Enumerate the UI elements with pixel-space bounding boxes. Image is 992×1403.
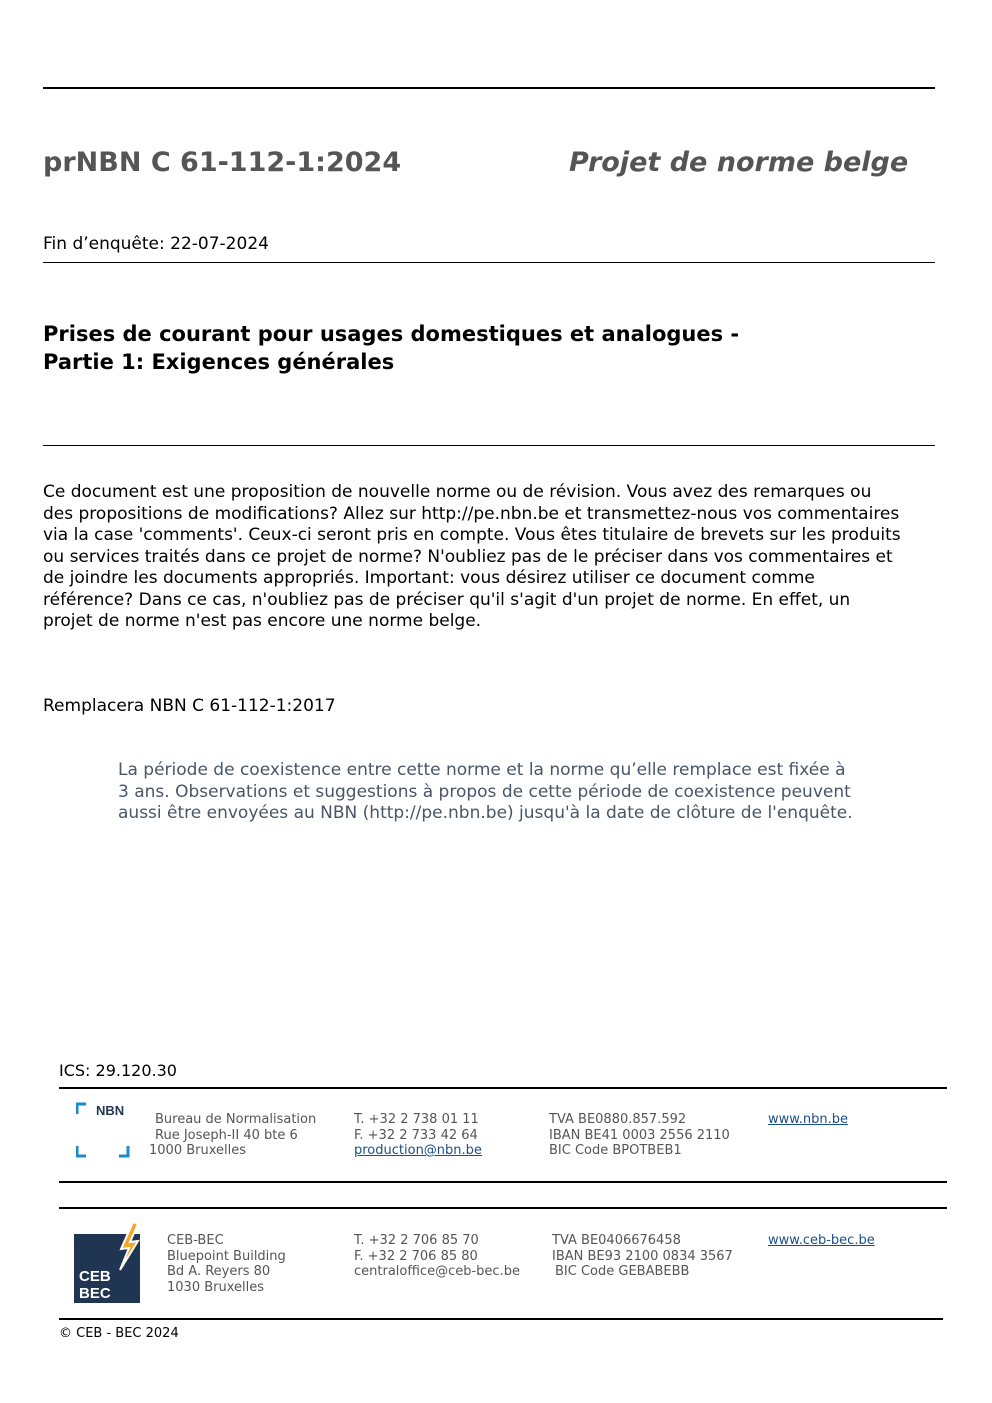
ceb-email: centraloffice@ceb-bec.be bbox=[354, 1264, 520, 1279]
nbn-address-line: Bureau de Normalisation bbox=[155, 1112, 317, 1127]
nbn-iban: IBAN BE41 0003 2556 2110 bbox=[549, 1127, 730, 1143]
ceb-address bbox=[167, 1233, 286, 1295]
ceb-website-wrap bbox=[768, 1233, 875, 1249]
ceb-website-link[interactable]: www.ceb-bec.be bbox=[768, 1233, 875, 1248]
nbn-bottom-rule bbox=[59, 1181, 947, 1183]
nbn-website-link[interactable]: www.nbn.be bbox=[768, 1112, 848, 1127]
ceb-address-line: 1030 Bruxelles bbox=[167, 1279, 265, 1295]
title-line-2: Partie 1: Exigences générales bbox=[43, 350, 395, 374]
nbn-bic: BIC Code BPOTBEB1 bbox=[549, 1143, 682, 1158]
enquiry-rule bbox=[43, 262, 935, 263]
enquiry-end-date: Fin d’enquête: 22-07-2024 bbox=[43, 234, 269, 254]
ceb-address-line: CEB-BEC bbox=[167, 1233, 224, 1248]
ceb-iban: IBAN BE93 2100 0834 3567 bbox=[552, 1248, 733, 1264]
nbn-phone: T. +32 2 738 01 11 bbox=[354, 1112, 479, 1127]
ceb-tva: TVA BE0406676458 bbox=[552, 1233, 681, 1248]
bec-logo-text: BEC bbox=[79, 1285, 111, 1302]
nbn-logo-text: NBN bbox=[96, 1103, 125, 1118]
title-rule bbox=[43, 445, 935, 446]
ceb-contact bbox=[354, 1233, 520, 1280]
ceb-phone: T. +32 2 706 85 70 bbox=[354, 1233, 479, 1248]
nbn-tva: TVA BE0880.857.592 bbox=[549, 1112, 687, 1127]
nbn-address bbox=[149, 1112, 317, 1159]
ceb-fax: F. +32 2 706 85 80 bbox=[354, 1248, 478, 1264]
ceb-top-rule bbox=[59, 1207, 947, 1209]
nbn-logo bbox=[76, 1102, 132, 1160]
nbn-top-rule bbox=[59, 1087, 947, 1089]
ceb-address-line: Bd A. Reyers 80 bbox=[167, 1264, 271, 1279]
nbn-website-wrap bbox=[768, 1112, 848, 1128]
nbn-address-line: 1000 Bruxelles bbox=[149, 1143, 247, 1158]
document-title bbox=[43, 320, 903, 376]
footer-rule bbox=[59, 1318, 943, 1320]
draft-label: Projet de norme belge bbox=[569, 147, 909, 178]
nbn-fax: F. +32 2 733 42 64 bbox=[354, 1127, 478, 1143]
nbn-address-line: Rue Joseph-II 40 bte 6 bbox=[155, 1127, 298, 1143]
intro-paragraph: Ce document est une proposition de nouvelle norme ou de révision. Vous avez des remarques ou des propositions de modifications? Allez sur http://pe.nbn.be et transmettez-nous vos commentaires via la case 'comments'. Ceux-ci seront pris en compte. Vous êtes titulaire de brevets sur les produits ou services traités dans ce projet de norme? N'oubliez pas de le préciser dans vos commentaires et de joindre les documents appropriés. Important: vous désirez utiliser ce document comme référence? Dans ce cas, n'oubliez pas de préciser qu'il s'agit d'un projet de norme. En effet, un projet de norme n'est pas encore une norme belge. bbox=[43, 482, 901, 631]
copyright: © CEB - BEC 2024 bbox=[59, 1326, 179, 1341]
title-line-1: Prises de courant pour usages domestiques et analogues - bbox=[43, 322, 740, 346]
ceb-bic: BIC Code GEBABEBB bbox=[555, 1264, 690, 1279]
replaces-notice: Remplacera NBN C 61-112-1:2017 bbox=[43, 696, 336, 716]
nbn-contact bbox=[354, 1112, 482, 1159]
nbn-email-link[interactable]: production@nbn.be bbox=[354, 1143, 482, 1158]
nbn-bank bbox=[549, 1112, 730, 1159]
ceb-logo-text: CEB bbox=[79, 1268, 111, 1285]
ics-code: ICS: 29.120.30 bbox=[59, 1061, 177, 1080]
ceb-bec-logo bbox=[72, 1222, 142, 1304]
ceb-address-line: Bluepoint Building bbox=[167, 1248, 286, 1264]
coexistence-paragraph: La période de coexistence entre cette norme et la norme qu’elle remplace est fixée à 3 ans. Observations et suggestions à propos de cette période de coexistence peuvent aussi être envoyées au NBN (http://pe.nbn.be) jusqu'à la date de clôture de l'enquête. bbox=[118, 760, 853, 823]
top-rule bbox=[43, 87, 935, 89]
ceb-bank bbox=[552, 1233, 733, 1280]
standard-number: prNBN C 61-112-1:2024 bbox=[43, 147, 402, 178]
